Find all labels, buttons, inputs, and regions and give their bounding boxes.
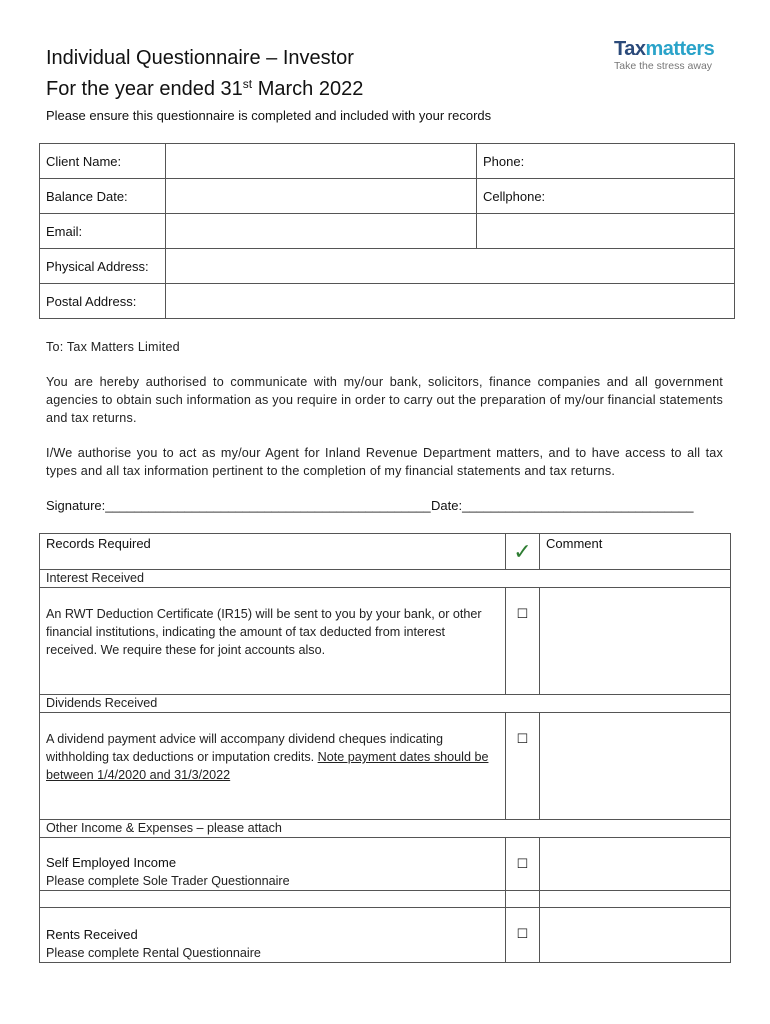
spacer-comment xyxy=(540,891,731,908)
rents-checkbox[interactable] xyxy=(506,908,540,963)
logo-matters: matters xyxy=(645,38,715,60)
self-employed-comment[interactable] xyxy=(540,838,731,891)
dividends-checkbox[interactable] xyxy=(506,713,540,820)
email-field[interactable] xyxy=(166,214,477,249)
client-details-table xyxy=(39,143,735,319)
postal-address-label: Postal Address: xyxy=(40,284,166,319)
date-label: Date: xyxy=(431,498,463,513)
interest-description: An RWT Deduction Certificate (IR15) will be sent to you by your bank, or other financial institutions, indicating the amount of tax deducted from interest received. We require these for joint accounts also. xyxy=(40,588,506,695)
self-employed-box-glyph: ☐ xyxy=(516,856,529,871)
phone-field[interactable] xyxy=(477,144,735,179)
date-line[interactable] xyxy=(431,498,693,513)
self-employed-heading: Self Employed Income xyxy=(46,855,177,870)
balance-date-field[interactable] xyxy=(166,179,477,214)
balance-date-label: Balance Date: xyxy=(40,179,166,214)
agent-paragraph: I/We authorise you to act as my/our Agent for Inland Revenue Department matters, and to have access to all tax types and all tax information pertinent to the completion of my financial statements and tax returns. xyxy=(46,446,723,478)
other-income-heading: Other Income & Expenses – please attach xyxy=(40,820,731,838)
subtitle-sup: st xyxy=(242,77,253,91)
page-subtitle xyxy=(46,72,363,101)
phone-label: Phone: xyxy=(483,153,525,169)
spacer-row xyxy=(40,891,506,908)
email-extra-field[interactable] xyxy=(477,214,735,249)
dividends-note: Note payment dates should be between 1/4/2020 and 31/3/2022 xyxy=(46,750,489,782)
taxmatters-logo xyxy=(614,38,734,72)
self-employed-text: Please complete Sole Trader Questionnaire xyxy=(46,874,290,888)
interest-comment[interactable] xyxy=(540,588,731,695)
logo-tax: Tax xyxy=(614,38,646,60)
comment-header: Comment xyxy=(540,534,731,570)
spacer-check xyxy=(506,891,540,908)
date-underline: ________________________________ xyxy=(462,498,694,513)
self-employed-checkbox[interactable] xyxy=(506,838,540,891)
email-label: Email: xyxy=(40,214,166,249)
letter-recipient: To: Tax Matters Limited xyxy=(46,340,180,354)
dividends-box-glyph: ☐ xyxy=(516,731,529,746)
physical-address-field[interactable] xyxy=(166,249,735,284)
client-name-field[interactable] xyxy=(166,144,477,179)
interest-checkbox[interactable] xyxy=(506,588,540,695)
dividends-description xyxy=(40,713,506,820)
authorisation-paragraph: You are hereby authorised to communicate with my/our bank, solicitors, finance companies and all government agencies to obtain such information as you require in order to carry out the preparation of my/our financial statements and tax returns. xyxy=(46,375,723,425)
signature-line[interactable] xyxy=(46,498,431,513)
dividends-heading: Dividends Received xyxy=(40,695,731,713)
interest-box-glyph: ☐ xyxy=(516,606,529,621)
dividends-text: A dividend payment advice will accompany dividend cheques indicating withholding tax deductions or imputation credits. xyxy=(46,732,443,764)
rents-item xyxy=(40,908,506,963)
records-table xyxy=(39,533,731,963)
rents-box-glyph: ☐ xyxy=(516,926,529,941)
signature-underline: _____________________________________________ xyxy=(105,498,431,513)
check-icon: ✓ xyxy=(506,534,540,570)
rents-comment[interactable] xyxy=(540,908,731,963)
rents-heading: Rents Received xyxy=(46,927,138,942)
records-required-header: Records Required xyxy=(40,534,506,570)
interest-heading: Interest Received xyxy=(40,570,731,588)
cellphone-label: Cellphone: xyxy=(483,188,546,204)
cellphone-field[interactable] xyxy=(477,179,735,214)
subtitle-prefix: For the year ended 31 xyxy=(46,78,243,100)
logo-tagline: Take the stress away xyxy=(614,60,713,72)
client-name-label: Client Name: xyxy=(40,144,166,179)
self-employed-item xyxy=(40,838,506,891)
subtitle-suffix: March 2022 xyxy=(252,78,364,100)
signature-label: Signature: xyxy=(46,498,106,513)
page-title: Individual Questionnaire – Investor xyxy=(46,47,354,69)
rents-text: Please complete Rental Questionnaire xyxy=(46,946,261,960)
instruction-text: Please ensure this questionnaire is completed and included with your records xyxy=(46,108,492,123)
postal-address-field[interactable] xyxy=(166,284,735,319)
dividends-comment[interactable] xyxy=(540,713,731,820)
physical-address-label: Physical Address: xyxy=(40,249,166,284)
